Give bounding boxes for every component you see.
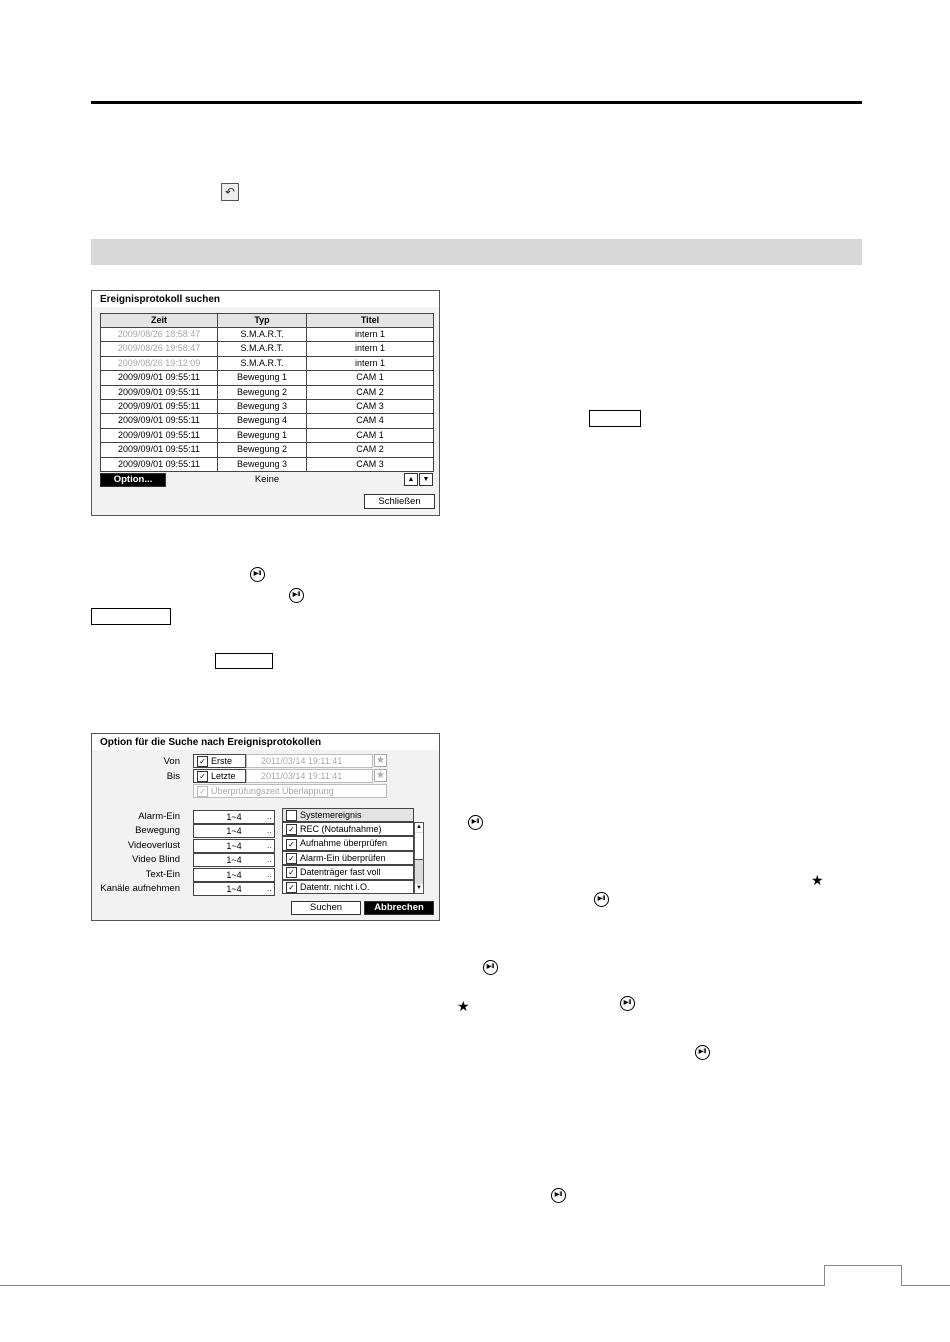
system-event-label: REC (Notaufnahme) bbox=[300, 824, 382, 834]
channel-label: Kanäle aufnehmen bbox=[100, 883, 180, 894]
option-button[interactable]: Option... bbox=[100, 473, 166, 487]
system-event-label: Datentr. nicht i.O. bbox=[300, 881, 370, 892]
from-label: Von bbox=[163, 756, 180, 767]
channel-label: Bewegung bbox=[135, 825, 180, 837]
star-icon[interactable]: ★ bbox=[374, 754, 387, 767]
system-event-item[interactable] bbox=[282, 822, 414, 836]
table-row-cell-type[interactable]: Bewegung 3 bbox=[217, 457, 307, 472]
play-pause-icon: ▶Ⅱ bbox=[468, 815, 483, 830]
inline-button-outline bbox=[215, 653, 273, 669]
table-row-cell-type[interactable]: Bewegung 4 bbox=[217, 413, 307, 428]
system-event-header[interactable]: Systemereignis bbox=[282, 808, 414, 822]
table-row-cell-type[interactable]: Bewegung 1 bbox=[217, 428, 307, 443]
window-title: Option für die Suche nach Ereignisprotokollen bbox=[92, 734, 439, 750]
table-row-cell-time[interactable]: 2009/09/01 09:55:11 bbox=[100, 442, 218, 457]
play-pause-icon: ▶Ⅱ bbox=[250, 567, 265, 582]
column-header-type[interactable]: Typ bbox=[217, 313, 307, 328]
checkbox-checked-icon: ✓ bbox=[197, 756, 208, 767]
table-row-cell-title[interactable]: intern 1 bbox=[306, 327, 434, 342]
back-arrow-icon: ↶ bbox=[221, 183, 239, 201]
play-pause-icon: ▶Ⅱ bbox=[483, 960, 498, 975]
channel-select-field[interactable]: 1~4 bbox=[193, 839, 275, 853]
channel-label: Text-Ein bbox=[145, 868, 180, 880]
to-label: Bis bbox=[166, 771, 180, 782]
scroll-up-arrow-icon[interactable]: ▲ bbox=[416, 824, 422, 830]
more-options-icon[interactable]: .. bbox=[267, 884, 272, 893]
system-event-item[interactable] bbox=[282, 836, 414, 850]
channel-label: Video Blind bbox=[132, 854, 180, 866]
play-pause-icon: ▶Ⅱ bbox=[289, 588, 304, 603]
filter-status: Keine bbox=[254, 474, 280, 485]
star-icon: ★ bbox=[457, 998, 470, 1014]
scroll-up-button[interactable]: ▲ bbox=[404, 473, 418, 486]
play-pause-icon: ▶Ⅱ bbox=[551, 1188, 566, 1203]
checkbox-checked-icon: ✓ bbox=[197, 771, 208, 782]
system-event-label: Aufnahme überprüfen bbox=[300, 838, 388, 849]
page-number-tab bbox=[824, 1265, 902, 1286]
table-row-cell-time[interactable]: 2009/08/26 19:12:09 bbox=[100, 356, 218, 371]
scroll-down-arrow-icon[interactable]: ▼ bbox=[416, 885, 422, 891]
table-row-cell-time[interactable]: 2009/09/01 09:55:11 bbox=[100, 413, 218, 428]
channel-select-field[interactable]: 1~4 bbox=[193, 853, 275, 867]
table-row-cell-time[interactable]: 2009/08/26 19:58:47 bbox=[100, 341, 218, 356]
channel-select-field[interactable]: 1~4 bbox=[193, 868, 275, 882]
table-row-cell-time[interactable]: 2009/08/26 18:58:47 bbox=[100, 327, 218, 342]
table-row-cell-title[interactable]: CAM 2 bbox=[306, 385, 434, 400]
channel-select-field[interactable]: 1~4 bbox=[193, 824, 275, 838]
last-checkbox[interactable]: ✓ Letzte bbox=[193, 769, 246, 783]
header-rule bbox=[91, 101, 862, 104]
checkbox-checked-icon: ✓ bbox=[286, 882, 297, 893]
table-row-cell-type[interactable]: Bewegung 3 bbox=[217, 399, 307, 414]
window-title: Ereignisprotokoll suchen bbox=[92, 291, 439, 307]
checkbox-checked-icon: ✓ bbox=[286, 867, 297, 878]
column-header-title[interactable]: Titel bbox=[306, 313, 434, 328]
checkbox-checked-icon: ✓ bbox=[197, 786, 208, 797]
from-datetime-field[interactable]: 2011/03/14 19:11:41 bbox=[246, 754, 373, 768]
play-pause-icon: ▶Ⅱ bbox=[620, 996, 635, 1011]
table-row-cell-time[interactable]: 2009/09/01 09:55:11 bbox=[100, 370, 218, 385]
search-button[interactable]: Suchen bbox=[291, 901, 361, 915]
table-row-cell-title[interactable]: CAM 3 bbox=[306, 399, 434, 414]
table-row-cell-title[interactable]: intern 1 bbox=[306, 356, 434, 371]
system-event-item[interactable] bbox=[282, 865, 414, 879]
search-option-window bbox=[91, 733, 440, 921]
table-row-cell-title[interactable]: intern 1 bbox=[306, 341, 434, 356]
channel-select-field[interactable]: 1~4 bbox=[193, 810, 275, 824]
table-row-cell-type[interactable]: Bewegung 1 bbox=[217, 370, 307, 385]
system-event-item[interactable] bbox=[282, 880, 414, 894]
first-checkbox[interactable]: ✓ Erste bbox=[193, 754, 246, 768]
checkbox-checked-icon: ✓ bbox=[286, 839, 297, 850]
table-row-cell-type[interactable]: S.M.A.R.T. bbox=[217, 341, 307, 356]
channel-select-field[interactable]: 1~4 bbox=[193, 882, 275, 896]
more-options-icon[interactable]: .. bbox=[267, 826, 272, 836]
system-event-label: Alarm-Ein überprüfen bbox=[300, 852, 386, 863]
to-datetime-field[interactable]: 2011/03/14 19:11:41 bbox=[246, 769, 373, 783]
star-icon: ★ bbox=[811, 872, 824, 888]
table-row-cell-title[interactable]: CAM 1 bbox=[306, 428, 434, 443]
scrollbar[interactable] bbox=[414, 822, 424, 894]
checkbox-checked-icon: ✓ bbox=[286, 853, 297, 864]
inline-button-outline bbox=[589, 410, 641, 427]
system-event-label: Datenträger fast voll bbox=[300, 867, 381, 878]
column-header-time[interactable]: Zeit bbox=[100, 313, 218, 328]
system-event-item[interactable] bbox=[282, 851, 414, 865]
cancel-button[interactable]: Abbrechen bbox=[364, 901, 434, 915]
table-row-cell-title[interactable]: CAM 2 bbox=[306, 442, 434, 457]
channel-label: Alarm-Ein bbox=[138, 811, 180, 822]
table-row-cell-title[interactable]: CAM 1 bbox=[306, 370, 434, 385]
table-row-cell-time[interactable]: 2009/09/01 09:55:11 bbox=[100, 385, 218, 400]
table-row-cell-time[interactable]: 2009/09/01 09:55:11 bbox=[100, 428, 218, 443]
table-row-cell-title[interactable]: CAM 4 bbox=[306, 413, 434, 428]
table-row-cell-title[interactable]: CAM 3 bbox=[306, 457, 434, 472]
section-bar bbox=[91, 239, 862, 265]
play-pause-icon: ▶Ⅱ bbox=[594, 892, 609, 907]
table-row-cell-time[interactable]: 2009/09/01 09:55:11 bbox=[100, 457, 218, 472]
close-button[interactable]: Schließen bbox=[364, 494, 435, 509]
play-pause-icon: ▶Ⅱ bbox=[695, 1045, 710, 1060]
table-row-cell-time[interactable]: 2009/09/01 09:55:11 bbox=[100, 399, 218, 414]
star-icon[interactable]: ★ bbox=[374, 769, 387, 782]
checkbox-checked-icon: ✓ bbox=[286, 824, 297, 835]
table-row-cell-type[interactable]: Bewegung 2 bbox=[217, 385, 307, 400]
overlap-checkbox[interactable]: ✓ Überprüfungszeit Überlappung bbox=[193, 784, 387, 798]
inline-button-outline bbox=[91, 608, 171, 625]
scroll-down-button[interactable]: ▼ bbox=[419, 473, 433, 486]
table-row-cell-type[interactable]: S.M.A.R.T. bbox=[217, 327, 307, 342]
more-options-icon[interactable]: .. bbox=[267, 869, 272, 879]
checkbox-unchecked-icon bbox=[286, 810, 297, 821]
table-row-cell-type[interactable]: S.M.A.R.T. bbox=[217, 356, 307, 371]
more-options-icon[interactable]: .. bbox=[267, 812, 272, 821]
table-row-cell-type[interactable]: Bewegung 2 bbox=[217, 442, 307, 457]
scroll-thumb[interactable] bbox=[415, 833, 423, 860]
event-log-window bbox=[91, 290, 440, 516]
more-options-icon[interactable]: .. bbox=[267, 840, 272, 850]
channel-label: Videoverlust bbox=[127, 839, 180, 851]
footer-rule bbox=[0, 1285, 950, 1286]
more-options-icon[interactable]: .. bbox=[267, 855, 272, 865]
